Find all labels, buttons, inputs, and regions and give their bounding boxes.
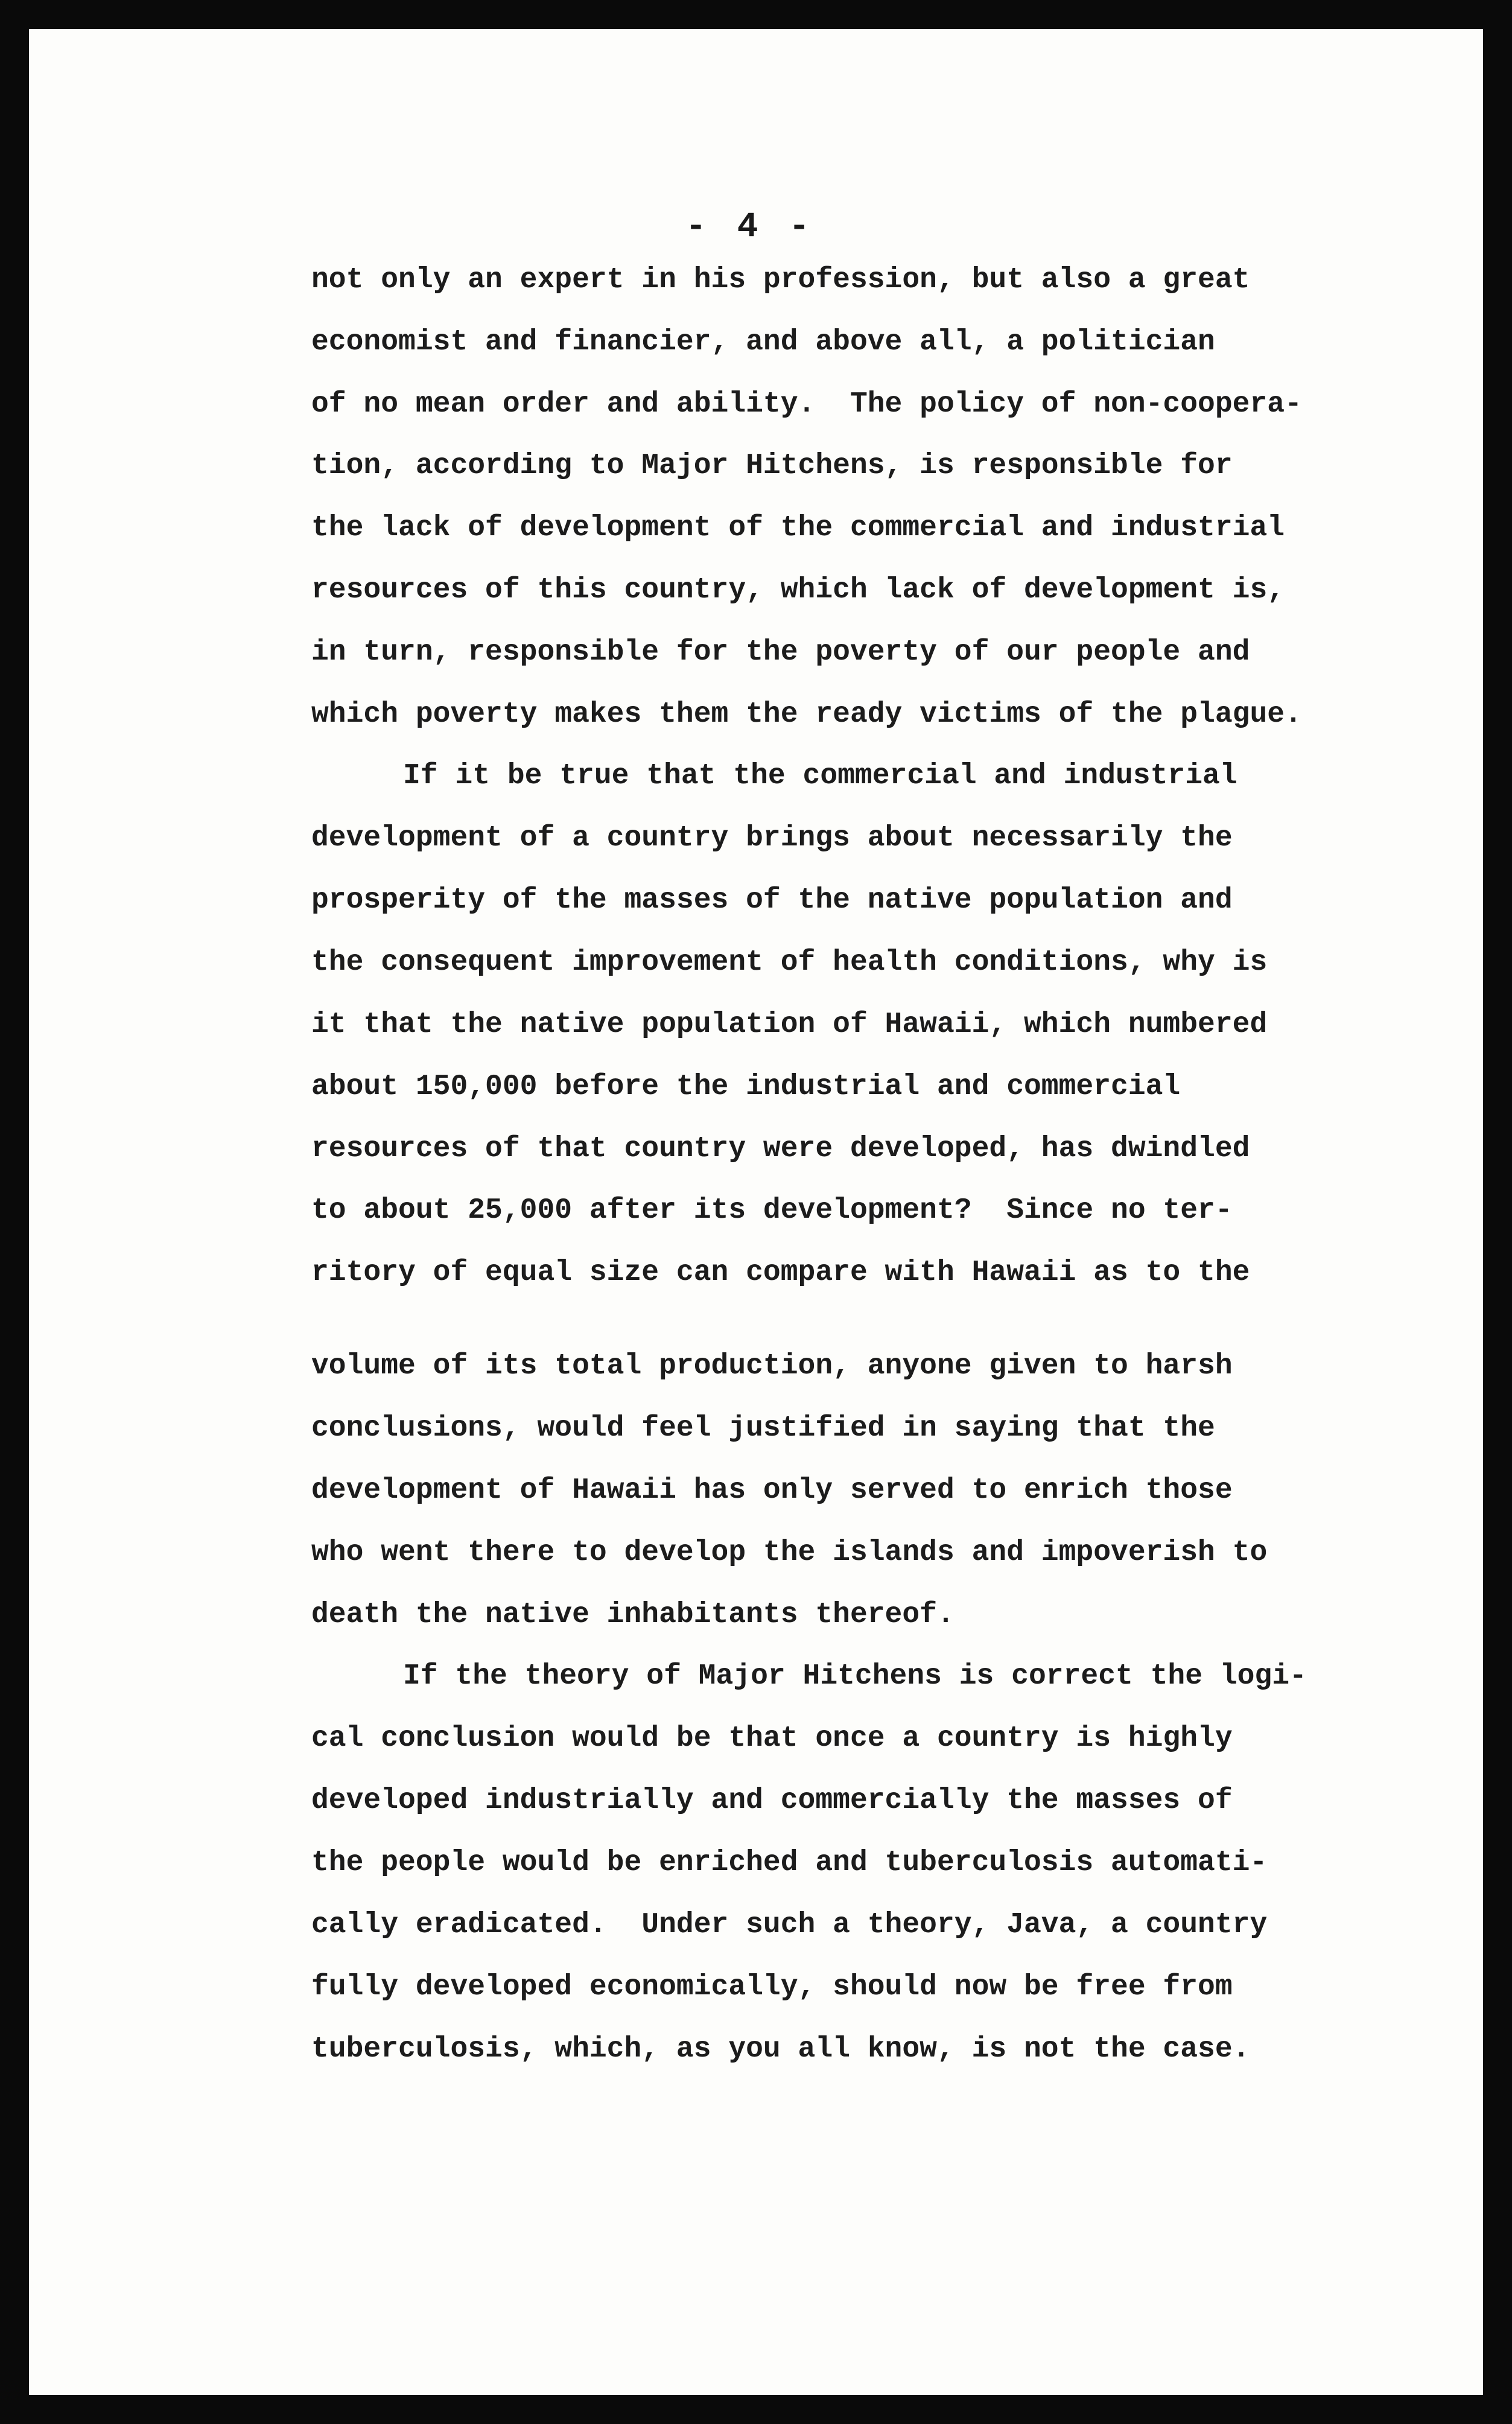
text-line: the lack of development of the commercial and industrial xyxy=(311,512,1285,544)
text-line: resources of that country were developed, has dwindled xyxy=(311,1133,1250,1165)
text-line: fully developed economically, should now be free from xyxy=(311,1971,1233,2003)
text-line: not only an expert in his profession, but also a great xyxy=(311,264,1250,296)
text-line: who went there to develop the islands and impoverish to xyxy=(311,1536,1268,1569)
text-line: volume of its total production, anyone given to harsh xyxy=(311,1350,1233,1382)
text-line: conclusions, would feel justified in saying that the xyxy=(311,1412,1215,1445)
text-line: which poverty makes them the ready victims of the plague. xyxy=(311,698,1302,731)
text-line: it that the native population of Hawaii, which numbered xyxy=(311,1008,1268,1041)
text-line: about 150,000 before the industrial and commercial xyxy=(311,1070,1181,1103)
text-line: ritory of equal size can compare with Hawaii as to the xyxy=(311,1256,1250,1289)
text-line: cal conclusion would be that once a country is highly xyxy=(311,1722,1233,1755)
text-line: development of a country brings about necessarily the xyxy=(311,822,1233,854)
text-line: in turn, responsible for the poverty of our people and xyxy=(311,636,1250,669)
text-line: tuberculosis, which, as you all know, is not the case. xyxy=(311,2033,1250,2066)
text-line: the people would be enriched and tuberculosis automati- xyxy=(311,1847,1268,1879)
text-line: economist and financier, and above all, a politician xyxy=(311,326,1215,358)
text-line: If it be true that the commercial and industrial xyxy=(403,760,1237,792)
text-line: developed industrially and commercially the masses of xyxy=(311,1784,1233,1817)
text-line: resources of this country, which lack of development is, xyxy=(311,574,1285,606)
text-line: to about 25,000 after its development? Since no ter- xyxy=(311,1194,1233,1227)
text-line: prosperity of the masses of the native population and xyxy=(311,884,1233,917)
text-line: of no mean order and ability. The policy of non-coopera- xyxy=(311,388,1302,421)
text-line: death the native inhabitants thereof. xyxy=(311,1599,955,1631)
page-number: - 4 - xyxy=(685,208,815,247)
text-line: cally eradicated. Under such a theory, Java, a country xyxy=(311,1909,1268,1941)
text-line: tion, according to Major Hitchens, is responsible for xyxy=(311,450,1233,482)
text-line: development of Hawaii has only served to enrich those xyxy=(311,1474,1233,1507)
text-line: the consequent improvement of health conditions, why is xyxy=(311,946,1268,979)
typewritten-page xyxy=(29,29,1483,2395)
text-line: If the theory of Major Hitchens is correct the logi- xyxy=(403,1660,1307,1693)
